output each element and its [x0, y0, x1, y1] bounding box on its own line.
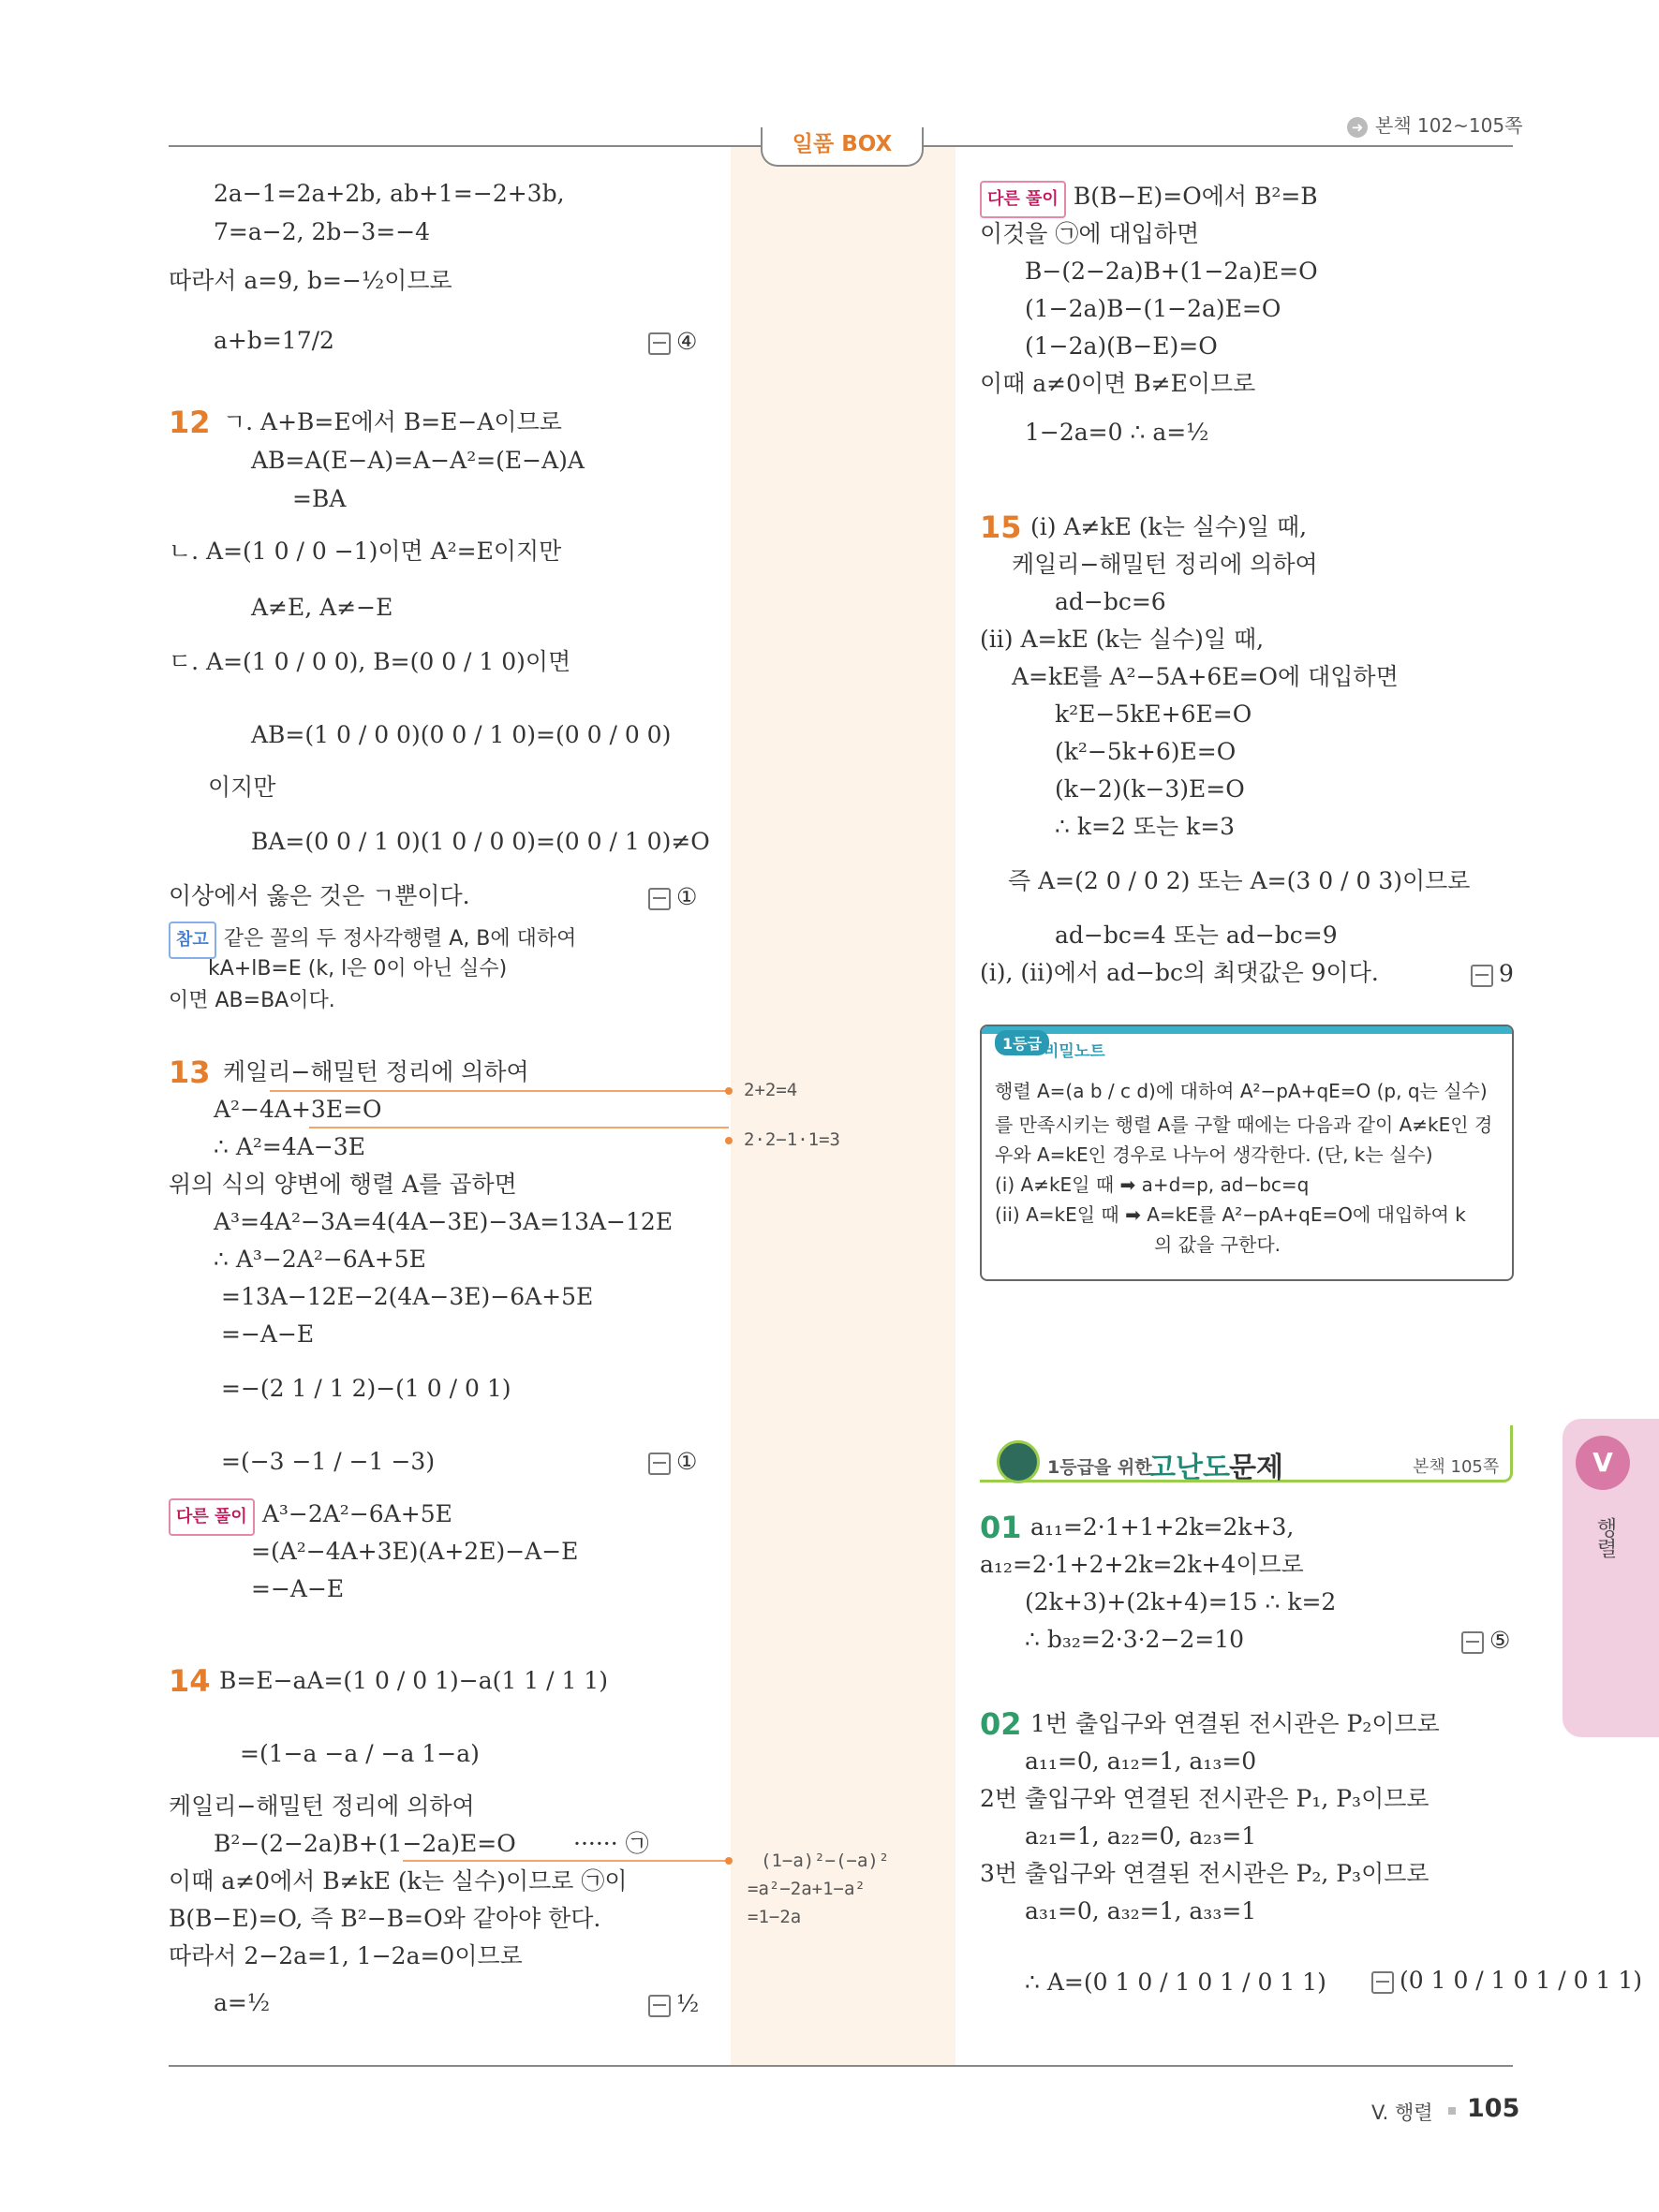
footer-rule: [169, 2065, 1513, 2067]
banner-small: 1등급을 위한: [1047, 1457, 1152, 1478]
hard-problems-banner: [980, 1425, 1513, 1482]
p12-answer: [648, 883, 697, 910]
p13-line4: 위의 식의 양변에 행렬 A를 곱하면: [169, 1171, 517, 1198]
header-tab-label: 일품 BOX: [792, 132, 893, 156]
p14-line6: B(B−E)=O, 즉 B²−B=O와 같아야 한다.: [169, 1905, 601, 1932]
p15-line7: (k²−5k+6)E=O: [1055, 738, 1237, 765]
secret-note-line6: 의 값을 구한다.: [1154, 1233, 1281, 1256]
p15-line2: 케일리−해밀턴 정리에 의하여: [1012, 551, 1318, 578]
p11-answer-value: ④: [676, 328, 698, 355]
p13-line2: A²−4A+3E=O: [214, 1096, 382, 1123]
p14alt-line6: 이때 a≠0이면 B≠E이므로: [980, 370, 1256, 397]
header-ref-text: 본책 102~105쪽: [1375, 114, 1523, 137]
p13-line9: =−(2 1 / 1 2)−(1 0 / 0 1): [221, 1375, 511, 1402]
q01-answer-value: ⑤: [1489, 1627, 1511, 1654]
p14-side-note3: =1−2a: [748, 1907, 802, 1927]
p12-answer-value: ①: [676, 883, 698, 910]
problem-number-02: 02: [980, 1706, 1022, 1742]
p13-answer-value: ①: [676, 1448, 698, 1475]
p12-note1-text: 같은 꼴의 두 정사각행렬 A, B에 대하여: [223, 927, 577, 951]
secret-note-title: 비밀노트: [1044, 1042, 1105, 1061]
p12-line9: BA=(0 0 / 1 0)(1 0 / 0 0)=(0 0 / 1 0)≠O: [251, 828, 710, 855]
problem-number-01: 01: [980, 1510, 1022, 1545]
p13-line8: =−A−E: [221, 1320, 315, 1348]
p14-line4: B²−(2−2a)B+(1−2a)E=O: [214, 1830, 516, 1857]
p13-leader-dot-1: [725, 1087, 733, 1095]
p14alt-line1: [980, 181, 1318, 218]
problem-number-15: 15: [980, 509, 1022, 545]
chapter-side-label: 행렬: [1593, 1517, 1617, 1558]
p15-line6: k²E−5kE+6E=O: [1055, 700, 1252, 728]
p14-leader-line: [403, 1860, 729, 1862]
q01-line2: a₁₂=2·1+2+2k=2k+4이므로: [980, 1551, 1304, 1578]
note-tag: 참고: [169, 922, 216, 959]
secret-note-badge: 1등급: [995, 1030, 1049, 1055]
p15-line1: (i) A≠kE (k는 실수)일 때,: [1030, 513, 1308, 540]
p13-alt-line1: [169, 1498, 452, 1536]
answer-icon: [1471, 965, 1493, 987]
q02-line4: a₂₁=1, a₂₂=0, a₂₃=1: [1025, 1822, 1257, 1850]
secret-note-box: [980, 1025, 1514, 1281]
p13-line6: ∴ A³−2A²−6A+5E: [214, 1246, 426, 1273]
p11-line3: 따라서 a=9, b=−½이므로: [169, 267, 452, 294]
p13-line3: ∴ A²=4A−3E: [214, 1133, 365, 1160]
p14-line1: B=E−aA=(1 0 / 0 1)−a(1 1 / 1 1): [219, 1667, 608, 1694]
secret-note-line1: 행렬 A=(a b / c d)에 대하여 A²−pA+qE=O (p, q는 실수): [995, 1080, 1488, 1102]
p14-line5: 이때 a≠0에서 B≠kE (k는 실수)이므로 ㉠이: [169, 1867, 628, 1895]
p14alt-line2: 이것을 ㉠에 대입하면: [980, 220, 1200, 247]
p13-leader-line-1: [270, 1090, 729, 1092]
banner-ref: 본책 105쪽: [1413, 1457, 1500, 1477]
secret-note-topbar: [982, 1026, 1512, 1034]
alt-solution-tag: 다른 풀이: [169, 1498, 255, 1536]
secret-note-line5: (ii) A=kE일 때 ➡ A=kE를 A²−pA+qE=O에 대입하여 k: [995, 1203, 1466, 1226]
p14alt-line5: (1−2a)(B−E)=O: [1025, 332, 1218, 360]
p12-line5: A≠E, A≠−E: [251, 594, 393, 621]
arrow-circle-icon: ➜: [1347, 117, 1368, 138]
q01-line4: ∴ b₃₂=2·3·2−2=10: [1025, 1626, 1245, 1653]
p15-line12: (i), (ii)에서 ad−bc의 최댓값은 9이다.: [980, 959, 1379, 986]
p14-line8: a=½: [214, 1989, 271, 2016]
p14-answer-value: ½: [676, 1990, 700, 2017]
q01-line3: (2k+3)+(2k+4)=15 ∴ k=2: [1025, 1588, 1337, 1615]
p15-line9: ∴ k=2 또는 k=3: [1055, 813, 1236, 840]
q02-line2: a₁₁=0, a₁₂=1, a₁₃=0: [1025, 1747, 1257, 1775]
q02-answer: [1371, 1967, 1642, 1994]
p14-line2: =(1−a −a / −a 1−a): [240, 1740, 480, 1767]
p14alt-line4: (1−2a)B−(1−2a)E=O: [1025, 295, 1281, 322]
p12-line2: AB=A(E−A)=A−A²=(E−A)A: [251, 447, 585, 474]
answer-icon: [648, 888, 671, 910]
chapter-side-roman: V: [1576, 1436, 1630, 1490]
p12-line4: ㄴ. A=(1 0 / 0 −1)이면 A²=E이지만: [169, 538, 562, 565]
p13-leader-dot-2: [725, 1137, 733, 1144]
p14alt-line7: 1−2a=0 ∴ a=½: [1025, 419, 1209, 446]
p14-line7: 따라서 2−2a=1, 1−2a=0이므로: [169, 1942, 523, 1969]
q01-answer: [1461, 1627, 1510, 1654]
header-ref: [1347, 111, 1522, 138]
q02-line5: 3번 출입구와 연결된 전시관은 P₂, P₃이므로: [980, 1860, 1429, 1887]
secret-note-line2: 를 만족시키는 행렬 A를 구할 때에는 다음과 같이 A≠kE인 경: [995, 1113, 1493, 1136]
center-strip: [731, 145, 955, 2065]
alt-solution-tag: 다른 풀이: [980, 181, 1066, 218]
answer-icon: [648, 1995, 671, 2017]
q02-line6: a₃₁=0, a₃₂=1, a₃₃=1: [1025, 1897, 1257, 1924]
answer-icon: [1371, 1971, 1394, 1994]
banner-big2: 문제: [1229, 1452, 1283, 1484]
header-tab: [761, 127, 924, 167]
problem-number-14: 14: [169, 1663, 211, 1699]
p11-line2: 7=a−2, 2b−3=−4: [214, 218, 431, 245]
secret-note-line4: (i) A≠kE일 때 ➡ a+d=p, ad−bc=q: [995, 1173, 1310, 1196]
secret-note-line3: 우와 A=kE인 경우로 나누어 생각한다. (단, k는 실수): [995, 1143, 1433, 1166]
p13-side-note1: 2+2=4: [744, 1080, 798, 1100]
p12-note3: 이면 AB=BA이다.: [169, 989, 335, 1012]
problem-number-13: 13: [169, 1054, 211, 1090]
p12-line10: 이상에서 옳은 것은 ㄱ뿐이다.: [169, 882, 470, 909]
p14-side-note2: =a²−2a+1−a²: [748, 1879, 866, 1899]
p12-note2: kA+lB=E (k, l은 0이 아닌 실수): [208, 957, 508, 981]
footer-page-number: 105: [1467, 2094, 1520, 2123]
p13-alt-line3: =−A−E: [251, 1575, 345, 1602]
banner-medal-icon: [997, 1440, 1040, 1483]
p15-line3: ad−bc=6: [1055, 588, 1166, 615]
p13-line10: =(−3 −1 / −1 −3): [221, 1448, 436, 1475]
p11-line1: 2a−1=2a+2b, ab+1=−2+3b,: [214, 180, 565, 207]
p15-line4: (ii) A=kE (k는 실수)일 때,: [980, 626, 1265, 653]
p14-answer: [648, 1990, 699, 2017]
p11-answer: [648, 328, 697, 355]
chapter-side-tab: [1563, 1419, 1659, 1737]
p12-line6: ㄷ. A=(1 0 / 0 0), B=(0 0 / 1 0)이면: [169, 648, 571, 675]
p12-line8: 이지만: [208, 774, 276, 801]
p15-answer: [1471, 960, 1514, 987]
q02-line3: 2번 출입구와 연결된 전시관은 P₁, P₃이므로: [980, 1785, 1429, 1812]
q01-line1: a₁₁=2·1+1+2k=2k+3,: [1030, 1513, 1295, 1541]
p13-alt-line2: =(A²−4A+3E)(A+2E)−A−E: [251, 1538, 579, 1565]
p15-line11: ad−bc=4 또는 ad−bc=9: [1055, 922, 1338, 949]
banner-big1: 고난도: [1148, 1452, 1230, 1484]
p14alt-line1-text: B(B−E)=O에서 B²=B: [1073, 183, 1318, 210]
q02-line7: ∴ A=(0 1 0 / 1 0 1 / 0 1 1): [1025, 1969, 1326, 1996]
q02-answer-value: (0 1 0 / 1 0 1 / 0 1 1): [1400, 1967, 1642, 1994]
p15-line5: A=kE를 A²−5A+6E=O에 대입하면: [1012, 663, 1399, 690]
p15-line10: 즉 A=(2 0 / 0 2) 또는 A=(3 0 / 0 3)이므로: [1008, 867, 1471, 894]
footer-separator: [1448, 2107, 1456, 2115]
p14-side-note1: (1−a)²−(−a)²: [761, 1851, 890, 1871]
p14alt-line3: B−(2−2a)B+(1−2a)E=O: [1025, 258, 1318, 285]
q02-line1: 1번 출입구와 연결된 전시관은 P₂이므로: [1030, 1710, 1440, 1737]
p12-line3: =BA: [292, 485, 347, 512]
p12-line1: ㄱ. A+B=E에서 B=E−A이므로: [223, 408, 562, 435]
p13-alt-line1-text: A³−2A²−6A+5E: [261, 1500, 452, 1527]
p13-line1: 케일리−해밀턴 정리에 의하여: [223, 1058, 529, 1085]
p13-line7: =13A−12E−2(4A−3E)−6A+5E: [221, 1283, 594, 1310]
p14-line3: 케일리−해밀턴 정리에 의하여: [169, 1792, 475, 1820]
answer-icon: [648, 332, 671, 355]
p13-line5: A³=4A²−3A=4(4A−3E)−3A=13A−12E: [214, 1208, 674, 1235]
p12-line7: AB=(1 0 / 0 0)(0 0 / 1 0)=(0 0 / 0 0): [251, 721, 672, 748]
p14-line4-mark: ······ ㉠: [573, 1830, 649, 1857]
p15-line8: (k−2)(k−3)E=O: [1055, 775, 1245, 803]
answer-icon: [648, 1453, 671, 1475]
problem-number-12: 12: [169, 405, 211, 440]
answer-icon: [1461, 1631, 1484, 1654]
footer-section: V. 행렬: [1371, 2101, 1433, 2124]
p13-leader-line-2: [309, 1127, 729, 1128]
p15-answer-value: 9: [1499, 960, 1514, 987]
p11-line4: a+b=17/2: [214, 327, 334, 354]
p13-answer: [648, 1448, 697, 1475]
p13-side-note2: 2·2−1·1=3: [744, 1129, 840, 1150]
p14-leader-dot: [725, 1857, 733, 1865]
